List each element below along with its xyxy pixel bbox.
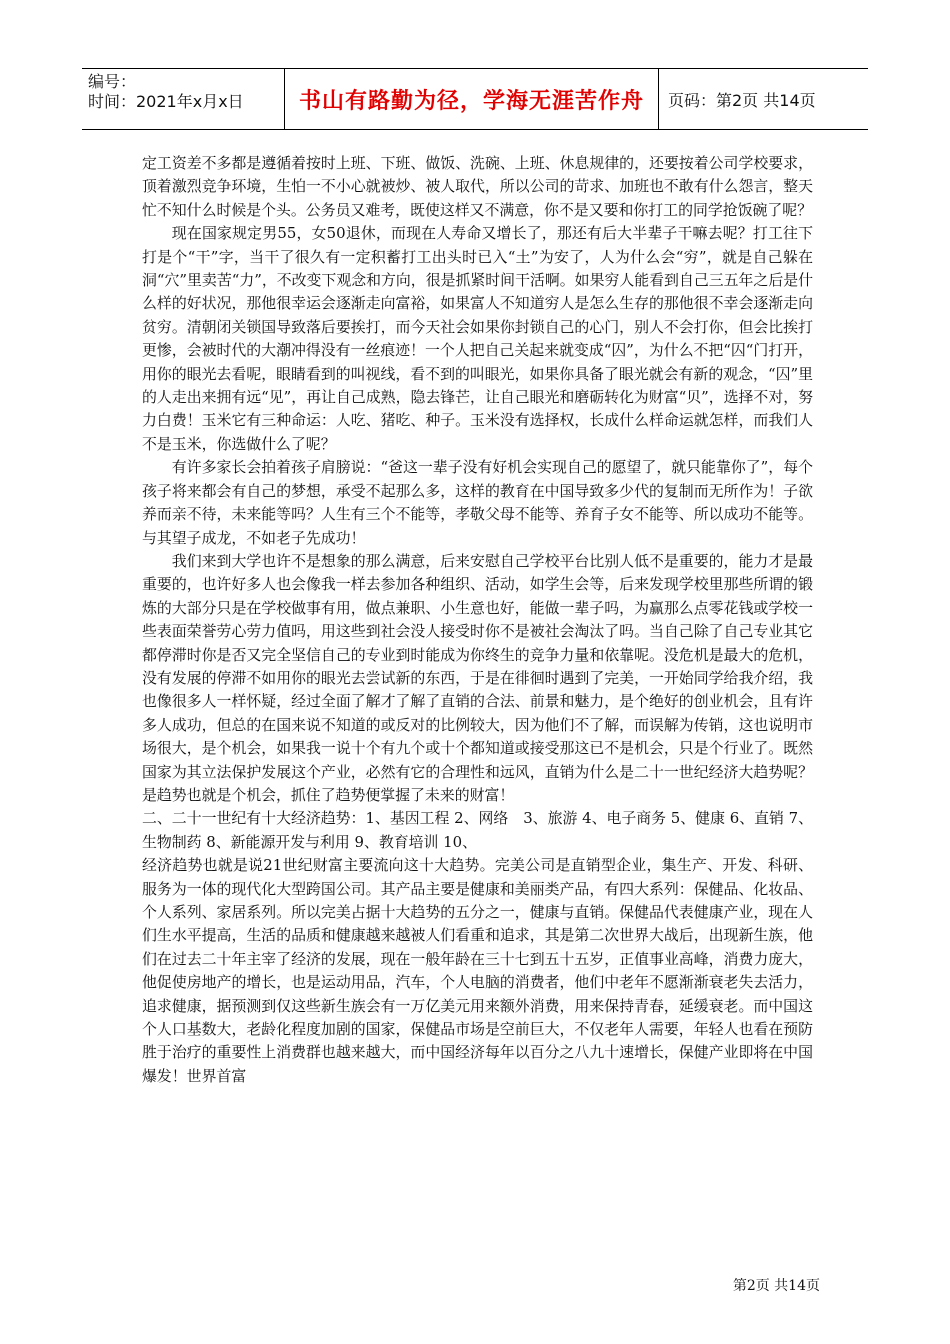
document-body <box>142 152 813 1088</box>
page-header <box>82 68 868 130</box>
paragraph-1: 定工资差不多都是遵循着按时上班、下班、做饭、洗碗、上班、休息规律的，还要按着公司学校要求，顶着激烈竞争环境，生怕一不小心就被炒、被人取代，所以公司的苛求、加班也不敢有什么怨言，整天忙不知什么时候是个头。公务员又难考，既使这样又不满意，你不是又要和你打工的同学抢饭碗了呢？ <box>142 154 813 219</box>
paragraph-3: 有许多家长会拍着孩子肩膀说：“爸这一辈子没有好机会实现自己的愿望了，就只能靠你了”，每个孩子将来都会有自己的梦想，承受不起那么多，这样的教育在中国导致多少代的复制而无所作为！子欲养而亲不待，未来能等吗？人生有三个不能等，孝敬父母不能等、养育子女不能等、所以成功不能等。与其望子成龙，不如老子先成功！ <box>142 458 813 547</box>
paragraph-2: 现在国家规定男55，女50退休，而现在人寿命又增长了，那还有后大半辈子干嘛去呢？打工往下打是个“干”字，当干了很久有一定积蓄打工出头时已入“土”为安了，人为什么会“穷”，就是自己躲在洞“穴”里卖苦“力”，不改变下观念和方向，很是抓紧时间干活啊。如果穷人能看到自己三五年之后是什么样的好状况，那他很幸运会逐渐走向富裕，如果富人不知道穷人是怎么生存的那他很不幸会逐渐走向贫穷。清朝闭关锁国导致落后要挨打，而今天社会如果你封锁自己的心门，别人不会打你，但会比挨打更惨，会被时代的大潮冲得没有一丝痕迹！一个人把自己关起来就变成“囚”，为什么不把“囚“门打开，用你的眼光去看呢，眼睛看到的叫视线，看不到的叫眼光，如果你具备了眼光就会有新的观念，“囚”里的人走出来拥有远“见”，再让自己成熟，隐去锋芒，让自己眼光和磨砺转化为财富“贝”，选择不对，努力白费！玉米它有三种命运：人吃、猪吃、种子。玉米没有选择权，长成什么样命运就怎样，而我们人不是玉米，你选做什么了呢？ <box>142 224 813 453</box>
document-number-label: 编号： <box>88 72 137 91</box>
paragraph-5: 二、二十一世纪有十大经济趋势：1、基因工程 2、网络 3、旅游 4、电子商务 5、健康 6、直销 7、生物制药 8、新能源开发与利用 9、教育培训 10、 <box>142 809 813 851</box>
paragraph-4: 我们来到大学也许不是想象的那么满意，后来安慰自己学校平台比别人低不是重要的，能力才是最重要的，也许好多人也会像我一样去参加各种组织、活动，如学生会等，后来发现学校里那些所谓的锻炼的大部分只是在学校做事有用，做点兼职、小生意也好，能做一辈子吗，为赢那么点零花钱或学校一些表面荣誉劳心劳力值吗，用这些到社会没人接受时你不是被社会淘汰了吗。当自己除了自己专业其它都停滞时你是否又完全坚信自己的专业到时能成为你终生的竞争力量和依靠呢。没危机是最大的危机，没有发展的停滞不如用你的眼光去尝试新的东西，于是在徘徊时遇到了完美，一开始同学给我介绍，我也像很多人一样怀疑，经过全面了解才了解了直销的合法、前景和魅力，是个绝好的创业机会，且有许多人成功，但总的在国来说不知道的或反对的比例较大，因为他们不了解，而误解为传销，这也说明市场很大，是个机会，如果我一说十个有九个或十个都知道或接受那这已不是机会，只是个行业了。既然国家为其立法保护发展这个产业，必然有它的合理性和远风，直销为什么是二十一世纪经济大趋势呢？是趋势也就是个机会，抓住了趋势便掌握了未来的财富！ <box>142 551 813 804</box>
header-motto: 书山有路勤为径，学海无涯苦作舟 <box>285 69 659 129</box>
page-footer: 第2页 共14页 <box>732 1278 820 1294</box>
paragraph-6: 经济趋势也就是说21世纪财富主要流向这十大趋势。完美公司是直销型企业，集生产、开发、科研、服务为一体的现代化大型跨国公司。其产品主要是健康和美丽类产品，有四大系列：保健品、化妆品、个人系列、家居系列。所以完美占据十大趋势的五分之一，健康与直销。保健品代表健康产业，现在人们生水平提高，生活的品质和健康越来越被人们看重和追求，其是第二次世界大战后，出现新生族，他们在过去二十年主宰了经济的发展，现在一般年龄在三十七到五十五岁，正值事业高峰，消费力庞大，他促使房地产的增长，也是运动用品，汽车，个人电脑的消费者，他们中老年不愿渐渐衰老失去活力，追求健康，据预测到仅这些新生族会有一万亿美元用来额外消费，用来保持青春，延缓衰老。而中国这个人口基数大，老龄化程度加剧的国家，保健品市场是空前巨大，不仅老年人需要，年轻人也看在预防胜于治疗的重要性上消费群也越来越大，而中国经济每年以百分之八九十速增长，保健产业即将在中国爆发！世界首富 <box>142 856 813 1085</box>
document-date-label: 时间：2021年x月x日 <box>88 92 244 111</box>
header-meta <box>82 69 285 129</box>
header-page-label: 页码：第2页 共14页 <box>668 90 816 110</box>
